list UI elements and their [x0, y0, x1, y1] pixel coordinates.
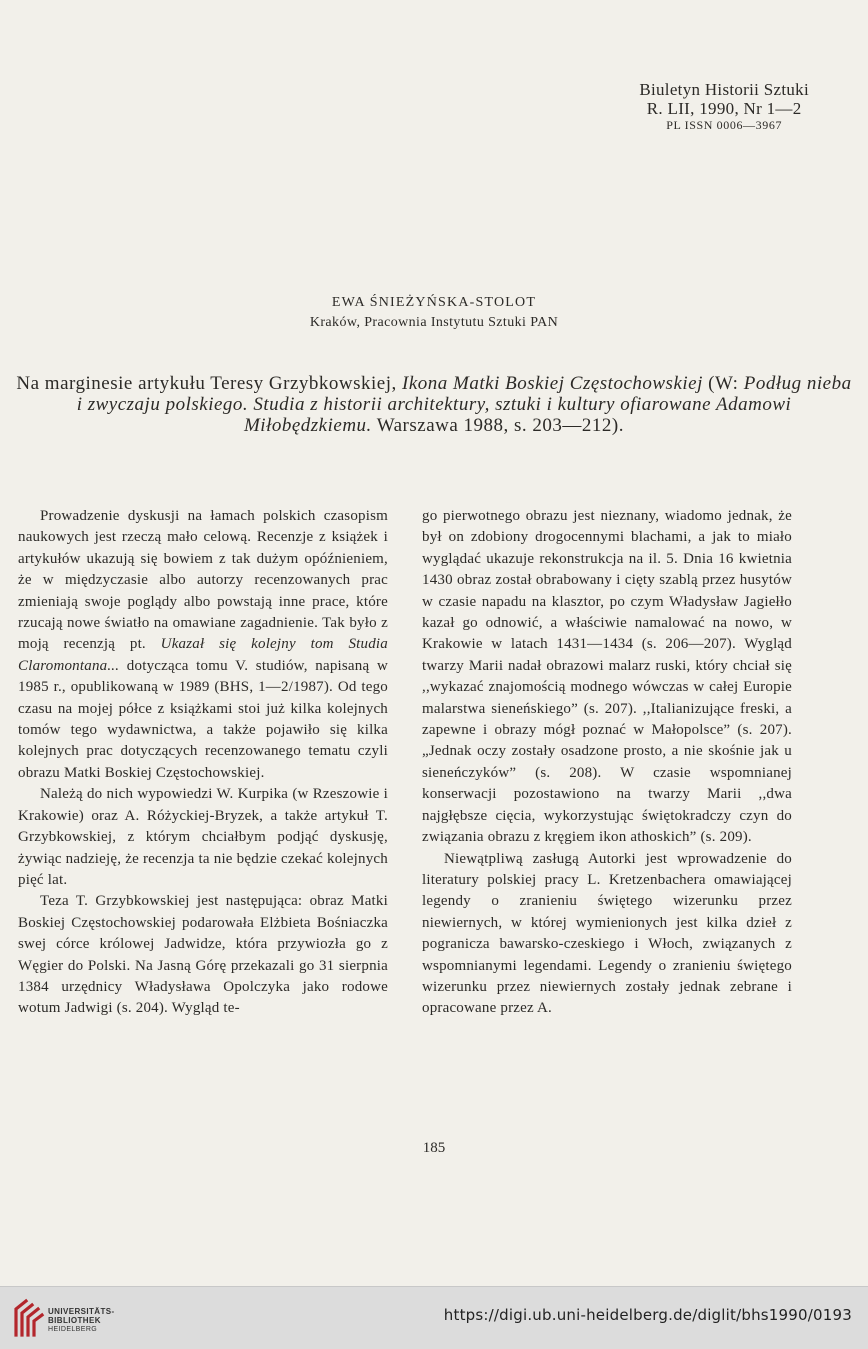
author-name: EWA ŚNIEŻYŃSKA-STOLOT	[331, 295, 537, 310]
right-column	[422, 506, 792, 1020]
left-p1-italic: Ukazał się kolejny tom Studia Claromontana...	[18, 636, 388, 674]
right-paragraph-2: Niewątpliwą zasługą Autorki jest wprowadzenie do literatury polskiej pracy L. Kretzenbachera omawiającej legendy o zranieniu świętego wizerunku przez niewiernych, w której wymienionych jest kilka dzieł z pogranicza bawarsko-czeskiego i Włoch, związanych z wspomnianymi legendami. Legendy o zranieniu świętego wizerunku przez niewiernych zostały jednak zebrane i opracowane przez A.	[422, 850, 792, 1017]
title-part-2: (W:	[702, 373, 744, 394]
title-italic-2: Podług nieba i zwyczaju polskiego. Studia z historii architektury, sztuki i kultury ofiarowane Adamowi Miłobędzkiemu.	[76, 373, 852, 436]
page-number: 185	[422, 1140, 446, 1156]
journal-info	[639, 80, 809, 132]
logo-line-3: HEIDELBERG	[48, 1326, 98, 1333]
logo-line-2: BIBLIOTHEK	[48, 1316, 101, 1325]
author-affiliation: Kraków, Pracownia Instytutu Sztuki PAN	[309, 315, 559, 330]
left-paragraph-2: Należą do nich wypowiedzi W. Kurpika (w Rzeszowie i Krakowie) oraz A. Różyckiej-Bryzek, a także artykuł T. Grzybkowskiej, z którym chciałbym podjąć dyskusję, żywiąc nadzieję, że recenzja ta nie będzie czekać kolejnych pięć lat.	[18, 786, 388, 888]
journal-title: Biuletyn Historii Sztuki	[639, 80, 809, 99]
library-logo-text	[48, 1307, 115, 1334]
footer-bar	[0, 1286, 868, 1349]
title-part-1: Na marginesie artykułu Teresy Grzybkowskiej,	[16, 373, 403, 394]
left-p1-text-b: dotycząca tomu V. studiów, napisaną w 1985 r., opublikowaną w 1989 (BHS, 1—2/1987). Od tego czasu na mojej półce z książkami stoi już kilka kolejnych tomów tego wydawnictwa, a także pojawiło się kilka kolejnych prac dotyczących recenzowanego tematu czyli obrazu Matki Boskiej Częstochowskiej.	[18, 657, 388, 781]
right-paragraph-1: go pierwotnego obrazu jest nieznany, wiadomo jednak, że był on zdobiony drogocennymi blachami, a jak to miało wyglądać ukazuje rekonstrukcja na il. 5. Dnia 16 kwietnia 1430 obraz został obrabowany i cięty szablą przez husytów w czasie napadu na klasztor, po czym Władysław Jagiełło kazał go odnowić, a właściwie namalować na nowo, w Krakowie w latach 1431—1434 (s. 206—207). Wygląd twarzy Marii nadał obrazowi malarz ruski, który chciał się ,,wykazać znajomością modnego wówczas w całej Europie malarstwa sieneńskiego” (s. 207). ,,Italianizujące freski, a zapewne i obrazy mógł poznać w Małopolsce” (s. 207). „Jednak oczy zostały osadzone prosto, a nie skośnie jak u sieneńczyków” (s. 208). W czasie wspomnianej konserwacji pozostawiono na twarzy Marii ,,dwa najgłębsze cięcia, wykorzystując świętokradczy czyn do związania obrazu z kręgiem ikon athoskich” (s. 209).	[422, 508, 792, 846]
library-logo-icon	[10, 1295, 46, 1341]
author-block	[0, 293, 868, 333]
left-p1-text-a: Prowadzenie dyskusji na łamach polskich czasopism naukowych jest rzeczą mało celową. Recenzje z książek i artykułów ukazują się bowiem z tak dużym opóźnieniem, że w międzyczasie albo autorzy recenzowanych prac zmieniają swoje poglądy albo powstają inne prace, które rzucają nowe światło na omawiane zagadnienie. Tak było z moją recenzją pt.	[18, 508, 388, 653]
left-paragraph-3: Teza T. Grzybkowskiej jest następująca: obraz Matki Boskiej Częstochowskiej podarowała Elżbieta Bośniaczka swej córce królowej Jadwidze, która przywiozła go z Węgier do Polski. Na Jasną Górę przekazali go 31 sierpnia 1384 urzędnicy Władysława Opolczyka jako rodowe wotum Jadwigi (s. 204). Wygląd te-	[18, 893, 388, 1017]
source-url-link[interactable]: https://digi.ub.uni-heidelberg.de/diglit/bhs1990/0193	[443, 1306, 852, 1324]
journal-issn: PL ISSN 0006—3967	[666, 118, 783, 132]
left-column	[18, 506, 388, 1020]
journal-volume: R. LII, 1990, Nr 1—2	[646, 99, 802, 118]
library-logo[interactable]	[10, 1295, 115, 1341]
article-title	[12, 373, 856, 436]
logo-line-1: UNIVERSITÄTS-	[48, 1307, 115, 1316]
left-paragraph-1	[18, 506, 388, 784]
title-italic-1: Ikona Matki Boskiej Częstochowskiej	[402, 373, 703, 394]
title-part-3: Warszawa 1988, s. 203—212).	[371, 415, 625, 436]
